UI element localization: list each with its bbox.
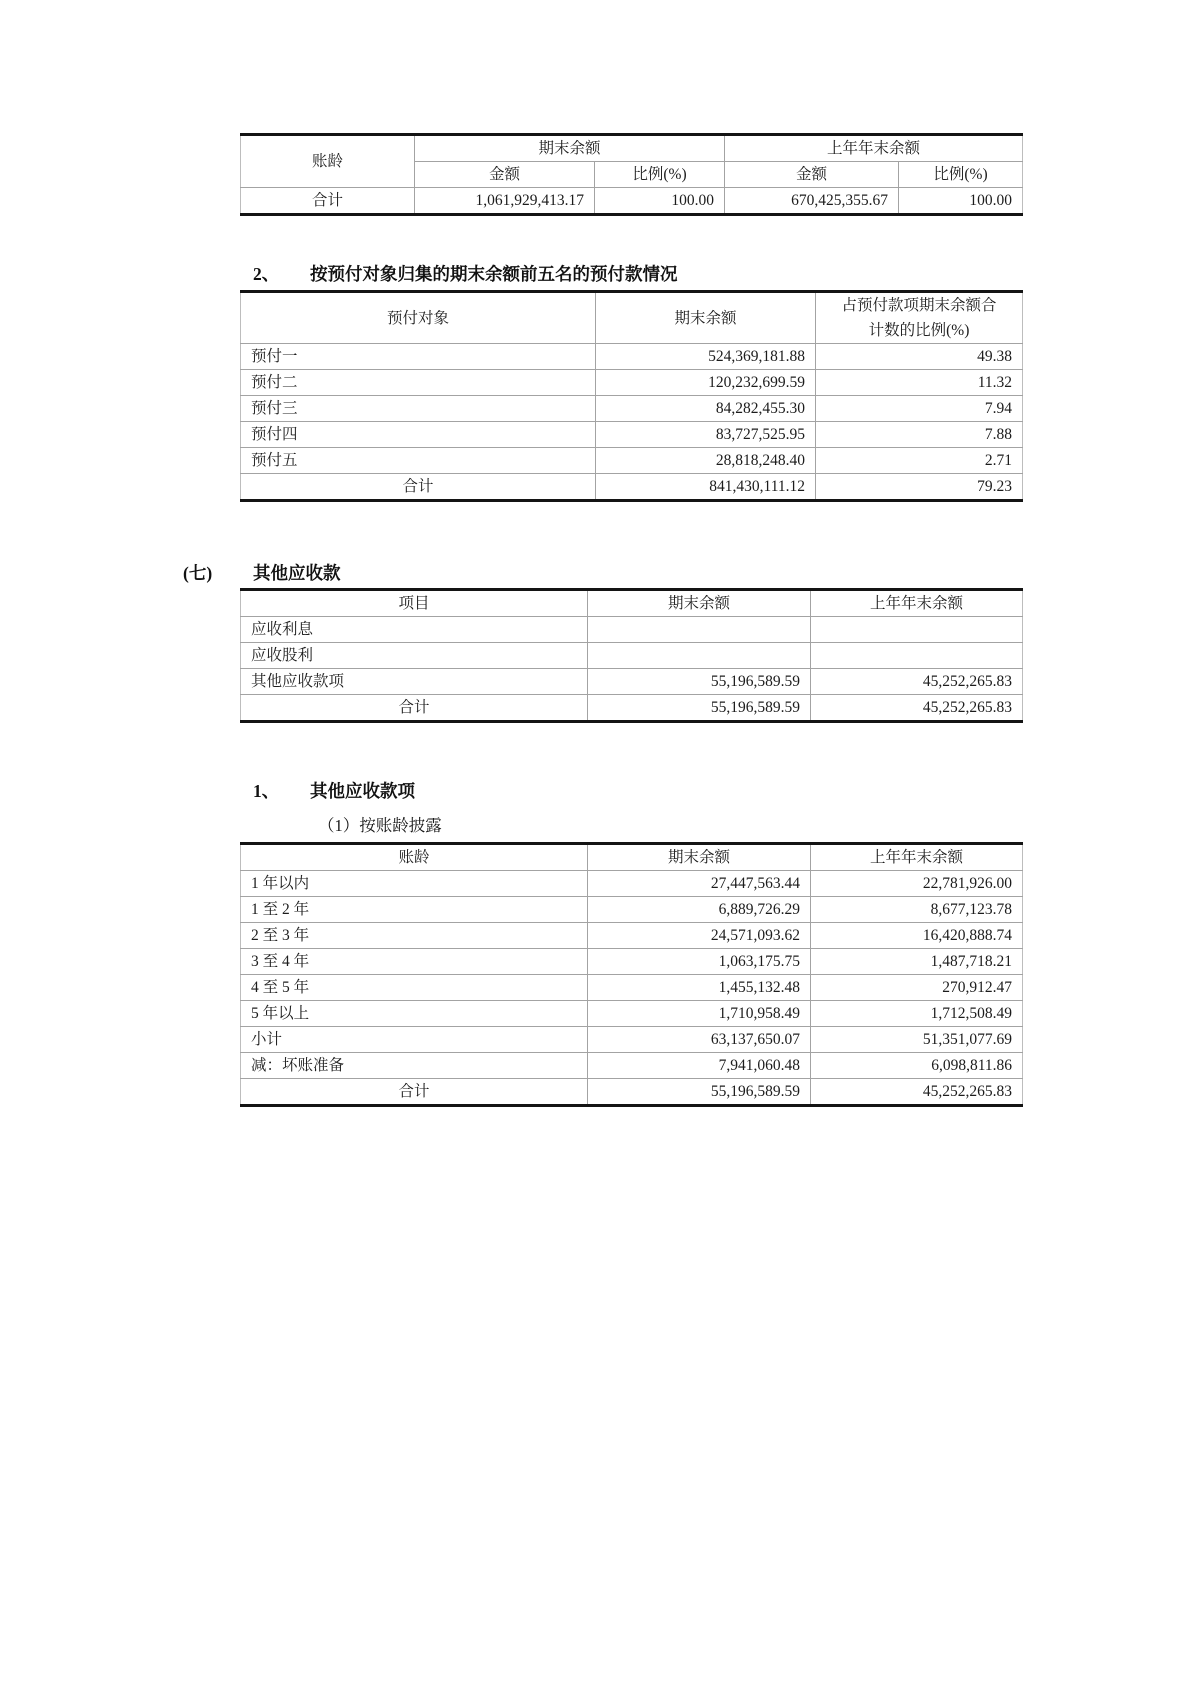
section-number: 1、 — [253, 781, 280, 801]
item-ending — [588, 643, 811, 669]
aging-ending: 1,455,132.48 — [588, 975, 811, 1001]
table-row — [241, 669, 1023, 695]
table-row — [241, 871, 1023, 897]
subtotal-prior: 51,351,077.69 — [811, 1027, 1023, 1053]
prepay-label: 预付三 — [241, 396, 596, 422]
amount-subheader: 金额 — [415, 162, 595, 188]
section-heading-other-receivable-items — [253, 780, 1200, 803]
table-row — [241, 396, 1023, 422]
table-row — [241, 949, 1023, 975]
aging-label: 2 至 3 年 — [241, 923, 588, 949]
aging-ending: 6,889,726.29 — [588, 897, 811, 923]
item-ending: 55,196,589.59 — [588, 669, 811, 695]
aging-label: 5 年以上 — [241, 1001, 588, 1027]
prepayment-top5-table — [240, 290, 1023, 502]
aging-label: 1 年以内 — [241, 871, 588, 897]
section-heading-other-receivables — [183, 562, 1200, 585]
table-row — [241, 617, 1023, 643]
amount-subheader: 金额 — [725, 162, 899, 188]
prepay-amount: 84,282,455.30 — [596, 396, 816, 422]
table-row — [241, 448, 1023, 474]
prepay-label: 预付二 — [241, 370, 596, 396]
provision-ending: 7,941,060.48 — [588, 1053, 811, 1079]
total-prior: 45,252,265.83 — [811, 1079, 1023, 1106]
aging-prior: 1,712,508.49 — [811, 1001, 1023, 1027]
subtotal-row — [241, 1027, 1023, 1053]
prepay-ratio: 2.71 — [816, 448, 1023, 474]
prepay-ratio: 49.38 — [816, 344, 1023, 370]
total-prior-amount: 670,425,355.67 — [725, 188, 899, 215]
prior-year-header: 上年年末余额 — [811, 590, 1023, 617]
item-label: 其他应收款项 — [241, 669, 588, 695]
section-heading-prepay — [253, 263, 1200, 286]
section-number: 2、 — [253, 264, 280, 284]
total-label: 合计 — [241, 188, 415, 215]
table-header-row — [241, 135, 1023, 162]
total-prior: 45,252,265.83 — [811, 695, 1023, 722]
ratio-header — [816, 292, 1023, 344]
aging-label: 4 至 5 年 — [241, 975, 588, 1001]
prepay-label: 预付五 — [241, 448, 596, 474]
item-label: 应收利息 — [241, 617, 588, 643]
section-number: (七) — [183, 563, 213, 583]
subtotal-ending: 63,137,650.07 — [588, 1027, 811, 1053]
ratio-header-line1: 占预付款项期末余额合 — [841, 297, 997, 314]
prior-year-header: 上年年末余额 — [811, 844, 1023, 871]
aging-label: 3 至 4 年 — [241, 949, 588, 975]
total-row — [241, 695, 1023, 722]
aging-label: 1 至 2 年 — [241, 897, 588, 923]
section-title: 按预付对象归集的期末余额前五名的预付款情况 — [310, 264, 678, 284]
aging-column-header: 账龄 — [241, 135, 415, 188]
table-header-row — [241, 292, 1023, 344]
prepay-amount: 524,369,181.88 — [596, 344, 816, 370]
total-row — [241, 1079, 1023, 1106]
ending-balance-header: 期末余额 — [588, 590, 811, 617]
prepay-ratio: 7.88 — [816, 422, 1023, 448]
total-label: 合计 — [241, 695, 588, 722]
subtotal-label: 小计 — [241, 1027, 588, 1053]
ending-balance-header: 期末余额 — [596, 292, 816, 344]
prior-year-group-header: 上年年末余额 — [725, 135, 1023, 162]
aging-summary-table — [240, 133, 1023, 216]
prepay-amount: 120,232,699.59 — [596, 370, 816, 396]
prepay-amount: 28,818,248.40 — [596, 448, 816, 474]
aging-prior: 1,487,718.21 — [811, 949, 1023, 975]
ending-balance-group-header: 期末余额 — [415, 135, 725, 162]
ratio-subheader: 比例(%) — [899, 162, 1023, 188]
prepay-object-header: 预付对象 — [241, 292, 596, 344]
bad-debt-provision-row — [241, 1053, 1023, 1079]
item-ending — [588, 617, 811, 643]
table-header-row — [241, 844, 1023, 871]
aging-ending: 24,571,093.62 — [588, 923, 811, 949]
total-amount: 841,430,111.12 — [596, 474, 816, 501]
aging-detail-table — [240, 842, 1023, 1107]
total-label: 合计 — [241, 1079, 588, 1106]
table-row — [241, 370, 1023, 396]
aging-prior: 22,781,926.00 — [811, 871, 1023, 897]
aging-ending: 27,447,563.44 — [588, 871, 811, 897]
aging-prior: 8,677,123.78 — [811, 897, 1023, 923]
table-row — [241, 344, 1023, 370]
other-receivables-table — [240, 588, 1023, 723]
prepay-label: 预付一 — [241, 344, 596, 370]
aging-header: 账龄 — [241, 844, 588, 871]
total-ending: 55,196,589.59 — [588, 1079, 811, 1106]
table-row — [241, 1001, 1023, 1027]
total-row — [241, 474, 1023, 501]
item-prior: 45,252,265.83 — [811, 669, 1023, 695]
section-title: 其他应收款项 — [310, 781, 415, 801]
table-row — [241, 643, 1023, 669]
aging-prior: 16,420,888.74 — [811, 923, 1023, 949]
prepay-label: 预付四 — [241, 422, 596, 448]
table-row — [241, 975, 1023, 1001]
total-ratio: 79.23 — [816, 474, 1023, 501]
aging-ending: 1,063,175.75 — [588, 949, 811, 975]
item-prior — [811, 643, 1023, 669]
table-header-row — [241, 590, 1023, 617]
section-title: 其他应收款 — [253, 563, 341, 583]
total-prior-ratio: 100.00 — [899, 188, 1023, 215]
table-row — [241, 422, 1023, 448]
aging-ending: 1,710,958.49 — [588, 1001, 811, 1027]
item-prior — [811, 617, 1023, 643]
table-row — [241, 923, 1023, 949]
total-row — [241, 188, 1023, 215]
provision-label: 减：坏账准备 — [241, 1053, 588, 1079]
aging-prior: 270,912.47 — [811, 975, 1023, 1001]
prepay-ratio: 7.94 — [816, 396, 1023, 422]
ending-balance-header: 期末余额 — [588, 844, 811, 871]
table-row — [241, 897, 1023, 923]
prepay-amount: 83,727,525.95 — [596, 422, 816, 448]
item-header: 项目 — [241, 590, 588, 617]
total-ending: 55,196,589.59 — [588, 695, 811, 722]
total-ending-amount: 1,061,929,413.17 — [415, 188, 595, 215]
subsection-heading-aging-disclosure: （1）按账龄披露 — [318, 816, 442, 835]
ratio-header-line2: 计数的比例(%) — [868, 322, 970, 339]
total-ending-ratio: 100.00 — [595, 188, 725, 215]
prepay-ratio: 11.32 — [816, 370, 1023, 396]
ratio-subheader: 比例(%) — [595, 162, 725, 188]
provision-prior: 6,098,811.86 — [811, 1053, 1023, 1079]
total-label: 合计 — [241, 474, 596, 501]
item-label: 应收股利 — [241, 643, 588, 669]
